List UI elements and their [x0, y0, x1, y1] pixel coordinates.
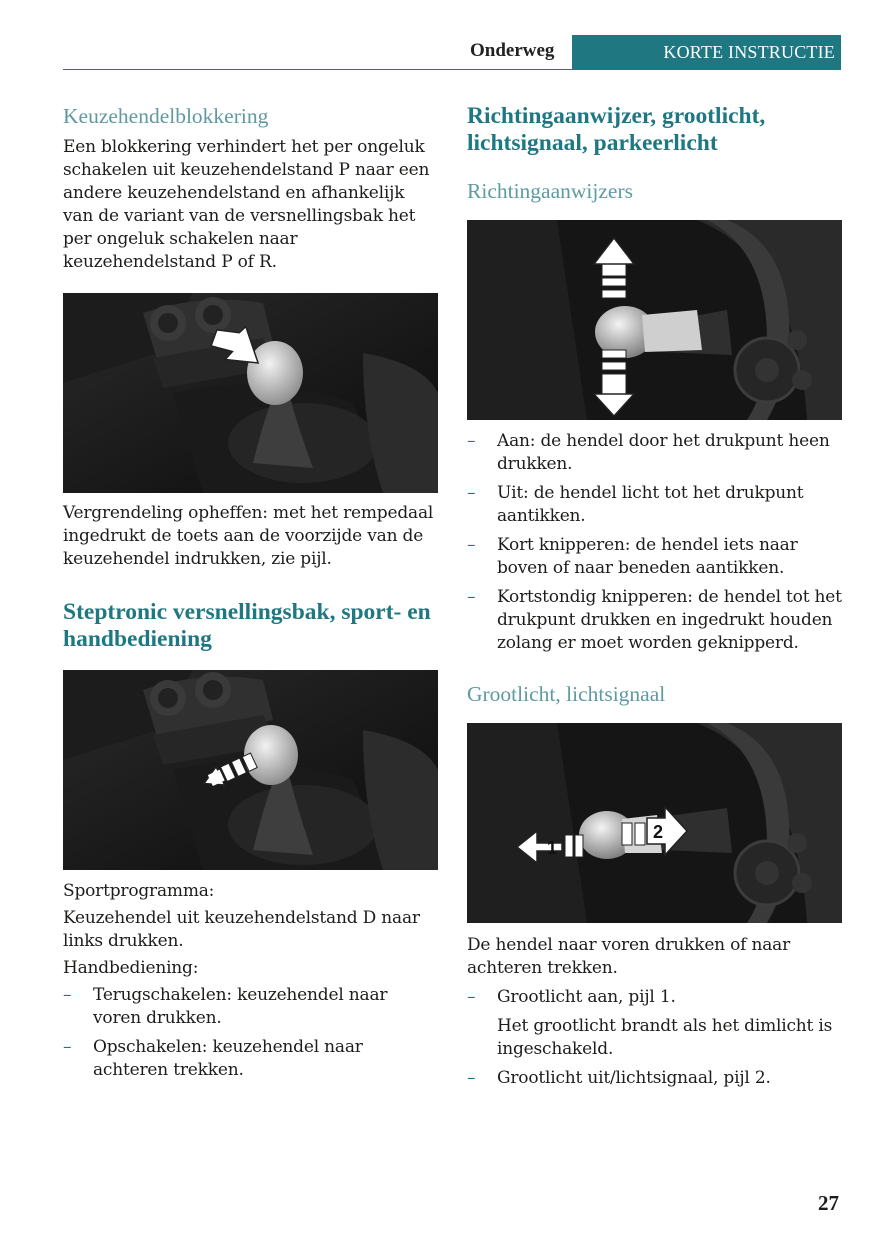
list-item — [467, 430, 843, 476]
list-item — [63, 984, 439, 1030]
figure-turn-indicators — [467, 220, 842, 420]
list-item — [467, 986, 843, 1009]
left-column — [63, 103, 439, 1088]
indicators-title: Richtingaanwijzers — [467, 179, 633, 203]
indicator-item-text: Uit: de hendel licht tot het drukpunt aantikken. — [497, 483, 804, 526]
sport-label: Sportprogramma: — [63, 881, 215, 901]
unlock-text: Vergrendeling opheffen: met het rempedaal ingedrukt de toets aan de voorzijde van de keuzehendel indrukken, zie pijl. — [63, 503, 434, 569]
list-item — [63, 1036, 439, 1082]
running-header-chapter-tab: KORTE INSTRUCTIE — [572, 35, 841, 70]
manual-list — [63, 984, 439, 1082]
figure-high-beam — [467, 723, 842, 923]
manual-label: Handbediening: — [63, 958, 199, 978]
sport-text: Keuzehendel uit keuzehendelstand D naar links drukken. — [63, 908, 420, 951]
main-title: Richtingaanwijzer, grootlicht, lichtsignaal, parkeerlicht — [467, 103, 766, 156]
list-item — [467, 1067, 843, 1090]
header-rule — [63, 69, 841, 70]
manual-item-text: Terugschakelen: keuzehendel naar voren drukken. — [93, 985, 388, 1028]
figure-selector-lever-lock — [63, 293, 438, 493]
list-item — [467, 482, 843, 528]
dash-bullet: – — [467, 535, 476, 555]
dash-bullet: – — [467, 987, 476, 1007]
indicator-item-text: Aan: de hendel door het drukpunt heen drukken. — [497, 431, 830, 474]
highbeam-item-text: Grootlicht uit/lichtsignaal, pijl 2. — [497, 1068, 771, 1088]
arrow-label-1: 1 — [547, 838, 558, 858]
steptronic-title: Steptronic versnellingsbak, sport- en handbediening — [63, 599, 431, 652]
running-header-section: Onderweg — [470, 40, 555, 61]
highbeam-list — [467, 986, 843, 1009]
arrow-label-2: 2 — [653, 822, 664, 842]
list-item — [467, 534, 843, 580]
list-item — [467, 586, 843, 655]
indicator-list — [467, 430, 843, 655]
highbeam-list-2 — [467, 1067, 843, 1090]
highbeam-title: Grootlicht, lichtsignaal — [467, 682, 666, 706]
dash-bullet: – — [467, 1068, 476, 1088]
right-column — [467, 103, 843, 1096]
indicator-item-text: Kort knipperen: de hendel iets naar boven of naar beneden aantikken. — [497, 535, 798, 578]
lock-title: Keuzehendelblokkering — [63, 104, 269, 128]
manual-item-text: Opschakelen: keuzehendel naar achteren trekken. — [93, 1037, 363, 1080]
figure-steptronic-lever — [63, 670, 438, 870]
highbeam-note: Het grootlicht brandt als het dimlicht is ingeschakeld. — [497, 1016, 833, 1059]
dash-bullet: – — [467, 483, 476, 503]
highbeam-intro: De hendel naar voren drukken of naar achteren trekken. — [467, 935, 791, 978]
lock-text: Een blokkering verhindert het per ongeluk schakelen uit keuzehendelstand P naar een andere keuzehendelstand en afhankelijk van de variant van de versnellingsbak het per ongeluk schakelen naar keuzehendelstand P of R. — [63, 137, 430, 272]
dash-bullet: – — [63, 1037, 72, 1057]
page-number: 27 — [818, 1191, 839, 1215]
indicator-item-text: Kortstondig knipperen: de hendel tot het drukpunt drukken en ingedrukt houden zolang er moet worden geknipperd. — [497, 587, 842, 653]
highbeam-item-text: Grootlicht aan, pijl 1. — [497, 987, 676, 1007]
dash-bullet: – — [467, 587, 476, 607]
dash-bullet: – — [467, 431, 476, 451]
dash-bullet: – — [63, 985, 72, 1005]
